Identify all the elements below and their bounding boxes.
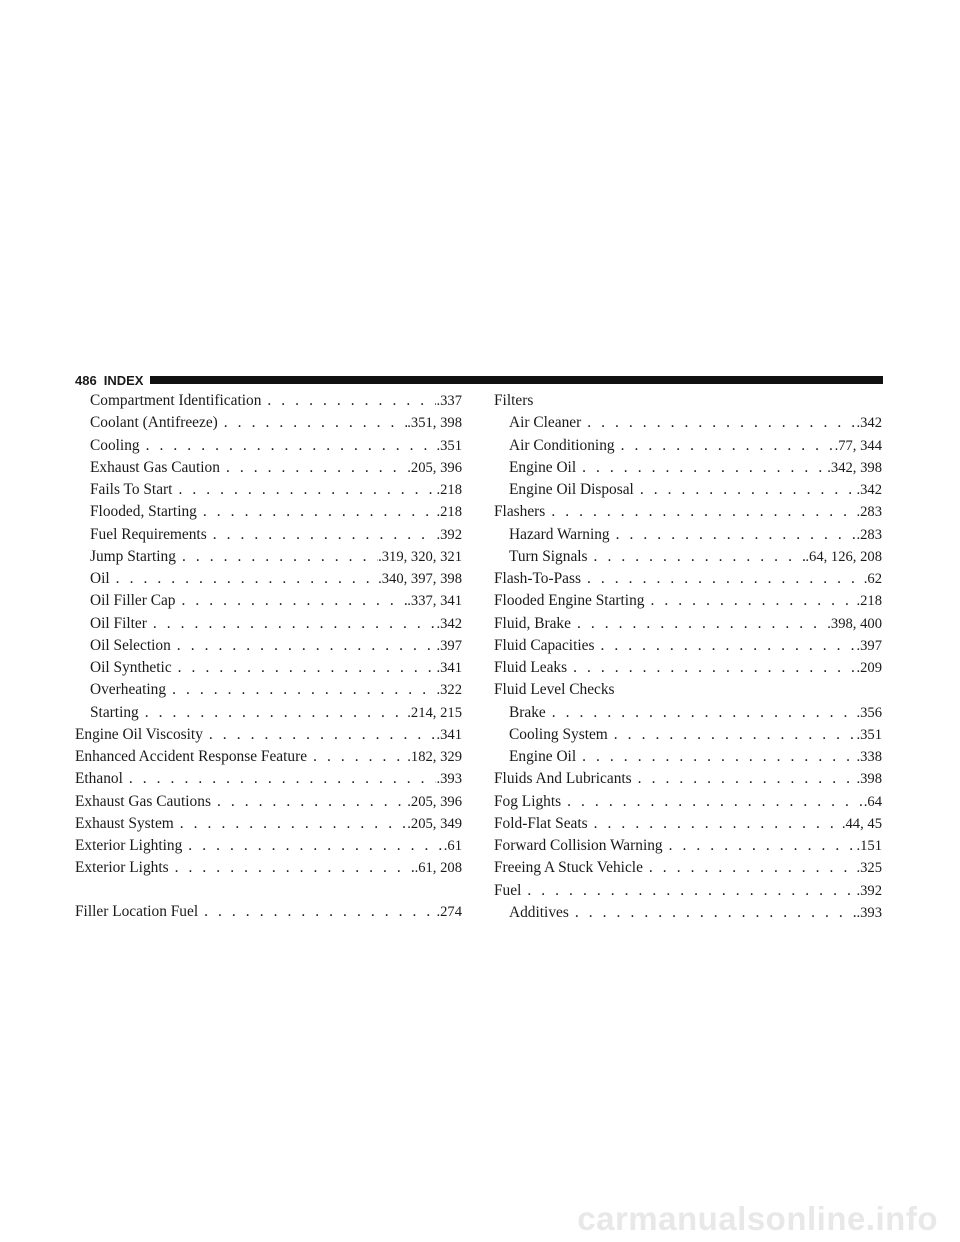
index-entry — [75, 746, 462, 768]
index-entry — [494, 590, 882, 612]
index-subentry — [494, 435, 882, 457]
index-entry — [494, 857, 882, 879]
index-term: Fold-Flat Seats — [494, 814, 588, 832]
page-reference: .351 — [856, 726, 882, 743]
index-subentry — [494, 546, 882, 568]
dot-leader — [166, 679, 436, 701]
page-reference: .341 — [436, 726, 462, 743]
dot-leader — [174, 813, 408, 835]
index-entry — [494, 880, 882, 902]
dot-leader — [546, 702, 857, 724]
index-term: Fails To Start — [90, 481, 173, 498]
dot-leader — [571, 613, 827, 635]
index-term: Fluid Level Checks — [494, 681, 615, 699]
index-subentry — [494, 457, 882, 479]
dot-leader — [561, 791, 864, 813]
page-reference: .61, 208 — [414, 860, 462, 877]
page-reference: .398 — [856, 771, 882, 788]
index-term: Fluid, Brake — [494, 614, 571, 632]
header-rule — [150, 376, 883, 384]
dot-leader — [203, 724, 437, 746]
dot-leader — [171, 635, 437, 657]
index-subentry — [75, 501, 462, 523]
index-entry — [494, 390, 882, 412]
index-term: Exhaust System — [75, 814, 174, 832]
index-term: Filler Location Fuel — [75, 902, 199, 920]
index-term: Exterior Lights — [75, 859, 169, 877]
dot-leader — [147, 613, 437, 635]
index-term: Starting — [90, 703, 139, 721]
page-reference: .218 — [856, 593, 882, 610]
index-subentry — [75, 568, 462, 590]
index-entry — [75, 813, 462, 835]
index-term: Engine Oil Viscosity — [75, 725, 203, 743]
index-subentry — [75, 635, 462, 657]
dot-leader — [610, 524, 857, 546]
index-term: Flash-To-Pass — [494, 570, 581, 587]
index-term: Engine Oil — [509, 748, 577, 765]
page-reference: .218 — [436, 482, 462, 498]
index-column-left — [75, 390, 462, 923]
index-term: Cooling — [90, 436, 140, 454]
page-reference: .205, 349 — [407, 815, 462, 832]
index-entry — [494, 501, 882, 523]
index-subentry — [75, 679, 462, 701]
dot-leader — [176, 546, 378, 568]
index-entry — [75, 791, 462, 813]
index-subentry — [75, 390, 462, 412]
index-subentry — [75, 435, 462, 457]
index-entry — [75, 835, 462, 857]
section-title: INDEX — [103, 372, 144, 388]
page-reference: .77, 344 — [834, 437, 882, 454]
dot-leader — [176, 590, 408, 612]
index-subentry — [75, 412, 462, 434]
dot-leader — [521, 880, 856, 902]
dot-leader — [198, 901, 436, 923]
page-reference: .342 — [856, 482, 882, 498]
index-term: Fog Lights — [494, 792, 562, 810]
index-entry — [494, 568, 882, 590]
index-column-right — [494, 390, 882, 924]
dot-leader — [207, 524, 437, 546]
index-term: Flashers — [494, 503, 546, 521]
index-term: Cooling System — [509, 725, 608, 743]
page-reference: .61 — [443, 838, 462, 854]
page-reference: .392 — [436, 526, 462, 543]
index-term: Turn Signals — [509, 547, 588, 565]
dot-leader — [644, 590, 856, 612]
index-term: Engine Oil Disposal — [509, 481, 634, 498]
page-reference: .340, 397, 398 — [378, 571, 462, 587]
index-term: Forward Collision Warning — [494, 837, 663, 854]
index-entry — [75, 768, 462, 790]
index-term: Air Cleaner — [509, 414, 582, 432]
page-reference: .392 — [856, 882, 882, 899]
dot-leader — [169, 857, 415, 879]
dot-leader — [140, 435, 437, 457]
index-term: Flooded, Starting — [90, 503, 197, 521]
dot-leader — [172, 657, 437, 679]
index-subentry — [75, 702, 462, 724]
page-reference: .209 — [856, 660, 882, 676]
dot-leader — [569, 902, 857, 924]
index-term: Freeing A Stuck Vehicle — [494, 859, 643, 877]
index-entry — [494, 635, 882, 657]
page-reference: .397 — [856, 637, 882, 654]
index-term: Oil — [90, 570, 110, 587]
page-reference: .322 — [436, 682, 462, 699]
page-reference: .325 — [856, 860, 882, 877]
dot-leader — [261, 390, 436, 412]
index-term: Engine Oil — [509, 458, 577, 476]
dot-leader — [197, 501, 437, 523]
page-reference: .337 — [436, 393, 462, 409]
page-reference: .214, 215 — [407, 704, 462, 721]
dot-leader — [663, 835, 857, 857]
index-term: Additives — [509, 903, 569, 921]
index-subentry — [494, 702, 882, 724]
index-term: Fuel — [494, 881, 522, 899]
dot-leader — [545, 501, 856, 523]
index-subentry — [494, 479, 882, 501]
index-subentry — [494, 902, 882, 924]
page-reference: .393 — [856, 904, 882, 921]
index-entry — [75, 857, 462, 879]
index-term: Exhaust Gas Caution — [90, 458, 220, 476]
page-number: 486 — [75, 372, 97, 388]
dot-leader — [182, 835, 443, 857]
index-term: Enhanced Accident Response Feature — [75, 748, 308, 765]
page-reference: .274 — [436, 903, 462, 920]
index-entry — [494, 657, 882, 679]
index-subentry — [494, 746, 882, 768]
dot-leader — [567, 657, 856, 679]
page-reference: .342 — [856, 415, 882, 432]
index-term: Brake — [509, 703, 546, 721]
index-term: Oil Selection — [90, 636, 171, 654]
page-reference: .351, 398 — [407, 415, 462, 432]
index-subentry — [75, 457, 462, 479]
index-term: Oil Synthetic — [90, 659, 172, 676]
dot-leader — [632, 768, 857, 790]
dot-leader — [608, 724, 857, 746]
index-term: Jump Starting — [90, 547, 176, 565]
index-term: Air Conditioning — [509, 436, 615, 454]
page-reference: .64 — [863, 793, 882, 810]
index-term: Fuel Requirements — [90, 525, 207, 543]
page-reference: .151 — [856, 838, 882, 854]
index-term: Compartment Identification — [90, 392, 262, 409]
index-entry — [494, 835, 882, 857]
dot-leader — [123, 768, 437, 790]
index-subentry — [75, 479, 462, 501]
index-term: Flooded Engine Starting — [494, 592, 645, 610]
page-reference: .283 — [856, 504, 882, 521]
index-term: Oil Filler Cap — [90, 592, 176, 610]
index-term: Oil Filter — [90, 614, 147, 632]
page-reference: .342, 398 — [827, 459, 882, 476]
index-entry — [75, 901, 462, 923]
page-reference: .182, 329 — [407, 749, 462, 765]
index-entry — [75, 724, 462, 746]
index-entry — [494, 791, 882, 813]
dot-leader — [211, 791, 407, 813]
dot-leader — [220, 457, 407, 479]
watermark: carmanualsonline.info — [577, 1200, 938, 1237]
page-reference: .64, 126, 208 — [805, 548, 882, 565]
page-reference: .356 — [856, 704, 882, 721]
dot-leader — [615, 435, 835, 457]
index-subentry — [75, 613, 462, 635]
dot-leader — [110, 568, 378, 590]
dot-leader — [576, 746, 856, 768]
index-subentry — [494, 412, 882, 434]
index-term: Ethanol — [75, 770, 123, 788]
page-header — [75, 369, 883, 391]
page-reference: .337, 341 — [407, 593, 462, 610]
page-reference: .342 — [436, 615, 462, 632]
page-reference: .397 — [436, 637, 462, 654]
dot-leader — [581, 412, 856, 434]
dot-leader — [218, 412, 407, 434]
page-reference: .319, 320, 321 — [378, 548, 462, 565]
index-subentry — [75, 590, 462, 612]
page-reference: .205, 396 — [407, 459, 462, 476]
dot-leader — [643, 857, 857, 879]
dot-leader — [588, 546, 806, 568]
page-reference: .283 — [856, 526, 882, 543]
page-reference: .205, 396 — [407, 793, 462, 810]
dot-leader — [634, 479, 857, 501]
index-subentry — [75, 657, 462, 679]
index-entry — [494, 813, 882, 835]
page-reference: .393 — [436, 771, 462, 788]
index-term: Exhaust Gas Cautions — [75, 792, 211, 810]
index-entry — [494, 768, 882, 790]
dot-leader — [594, 635, 856, 657]
index-entry — [494, 679, 882, 701]
page-reference: .398, 400 — [827, 615, 882, 632]
index-term: Overheating — [90, 681, 167, 699]
page-reference: .338 — [856, 749, 882, 765]
index-subentry — [494, 524, 882, 546]
page-reference: .341 — [436, 660, 462, 676]
dot-leader — [139, 702, 408, 724]
index-term: Fluid Leaks — [494, 659, 568, 676]
page-reference: .44, 45 — [841, 815, 882, 832]
page-reference: .351 — [436, 437, 462, 454]
dot-leader — [307, 746, 407, 768]
dot-leader — [576, 457, 827, 479]
dot-leader — [588, 813, 842, 835]
index-subentry — [494, 724, 882, 746]
index-subentry — [75, 524, 462, 546]
index-term: Exterior Lighting — [75, 837, 183, 854]
index-term: Fluids And Lubricants — [494, 770, 632, 788]
page-reference: .62 — [863, 571, 882, 587]
index-term: Fluid Capacities — [494, 636, 595, 654]
dot-leader — [172, 479, 436, 501]
dot-leader — [581, 568, 864, 590]
index-term: Hazard Warning — [509, 525, 610, 543]
index-entry — [494, 613, 882, 635]
index-term: Coolant (Antifreeze) — [90, 414, 218, 432]
page-reference: .218 — [436, 504, 462, 521]
index-term: Filters — [494, 392, 534, 409]
index-subentry — [75, 546, 462, 568]
